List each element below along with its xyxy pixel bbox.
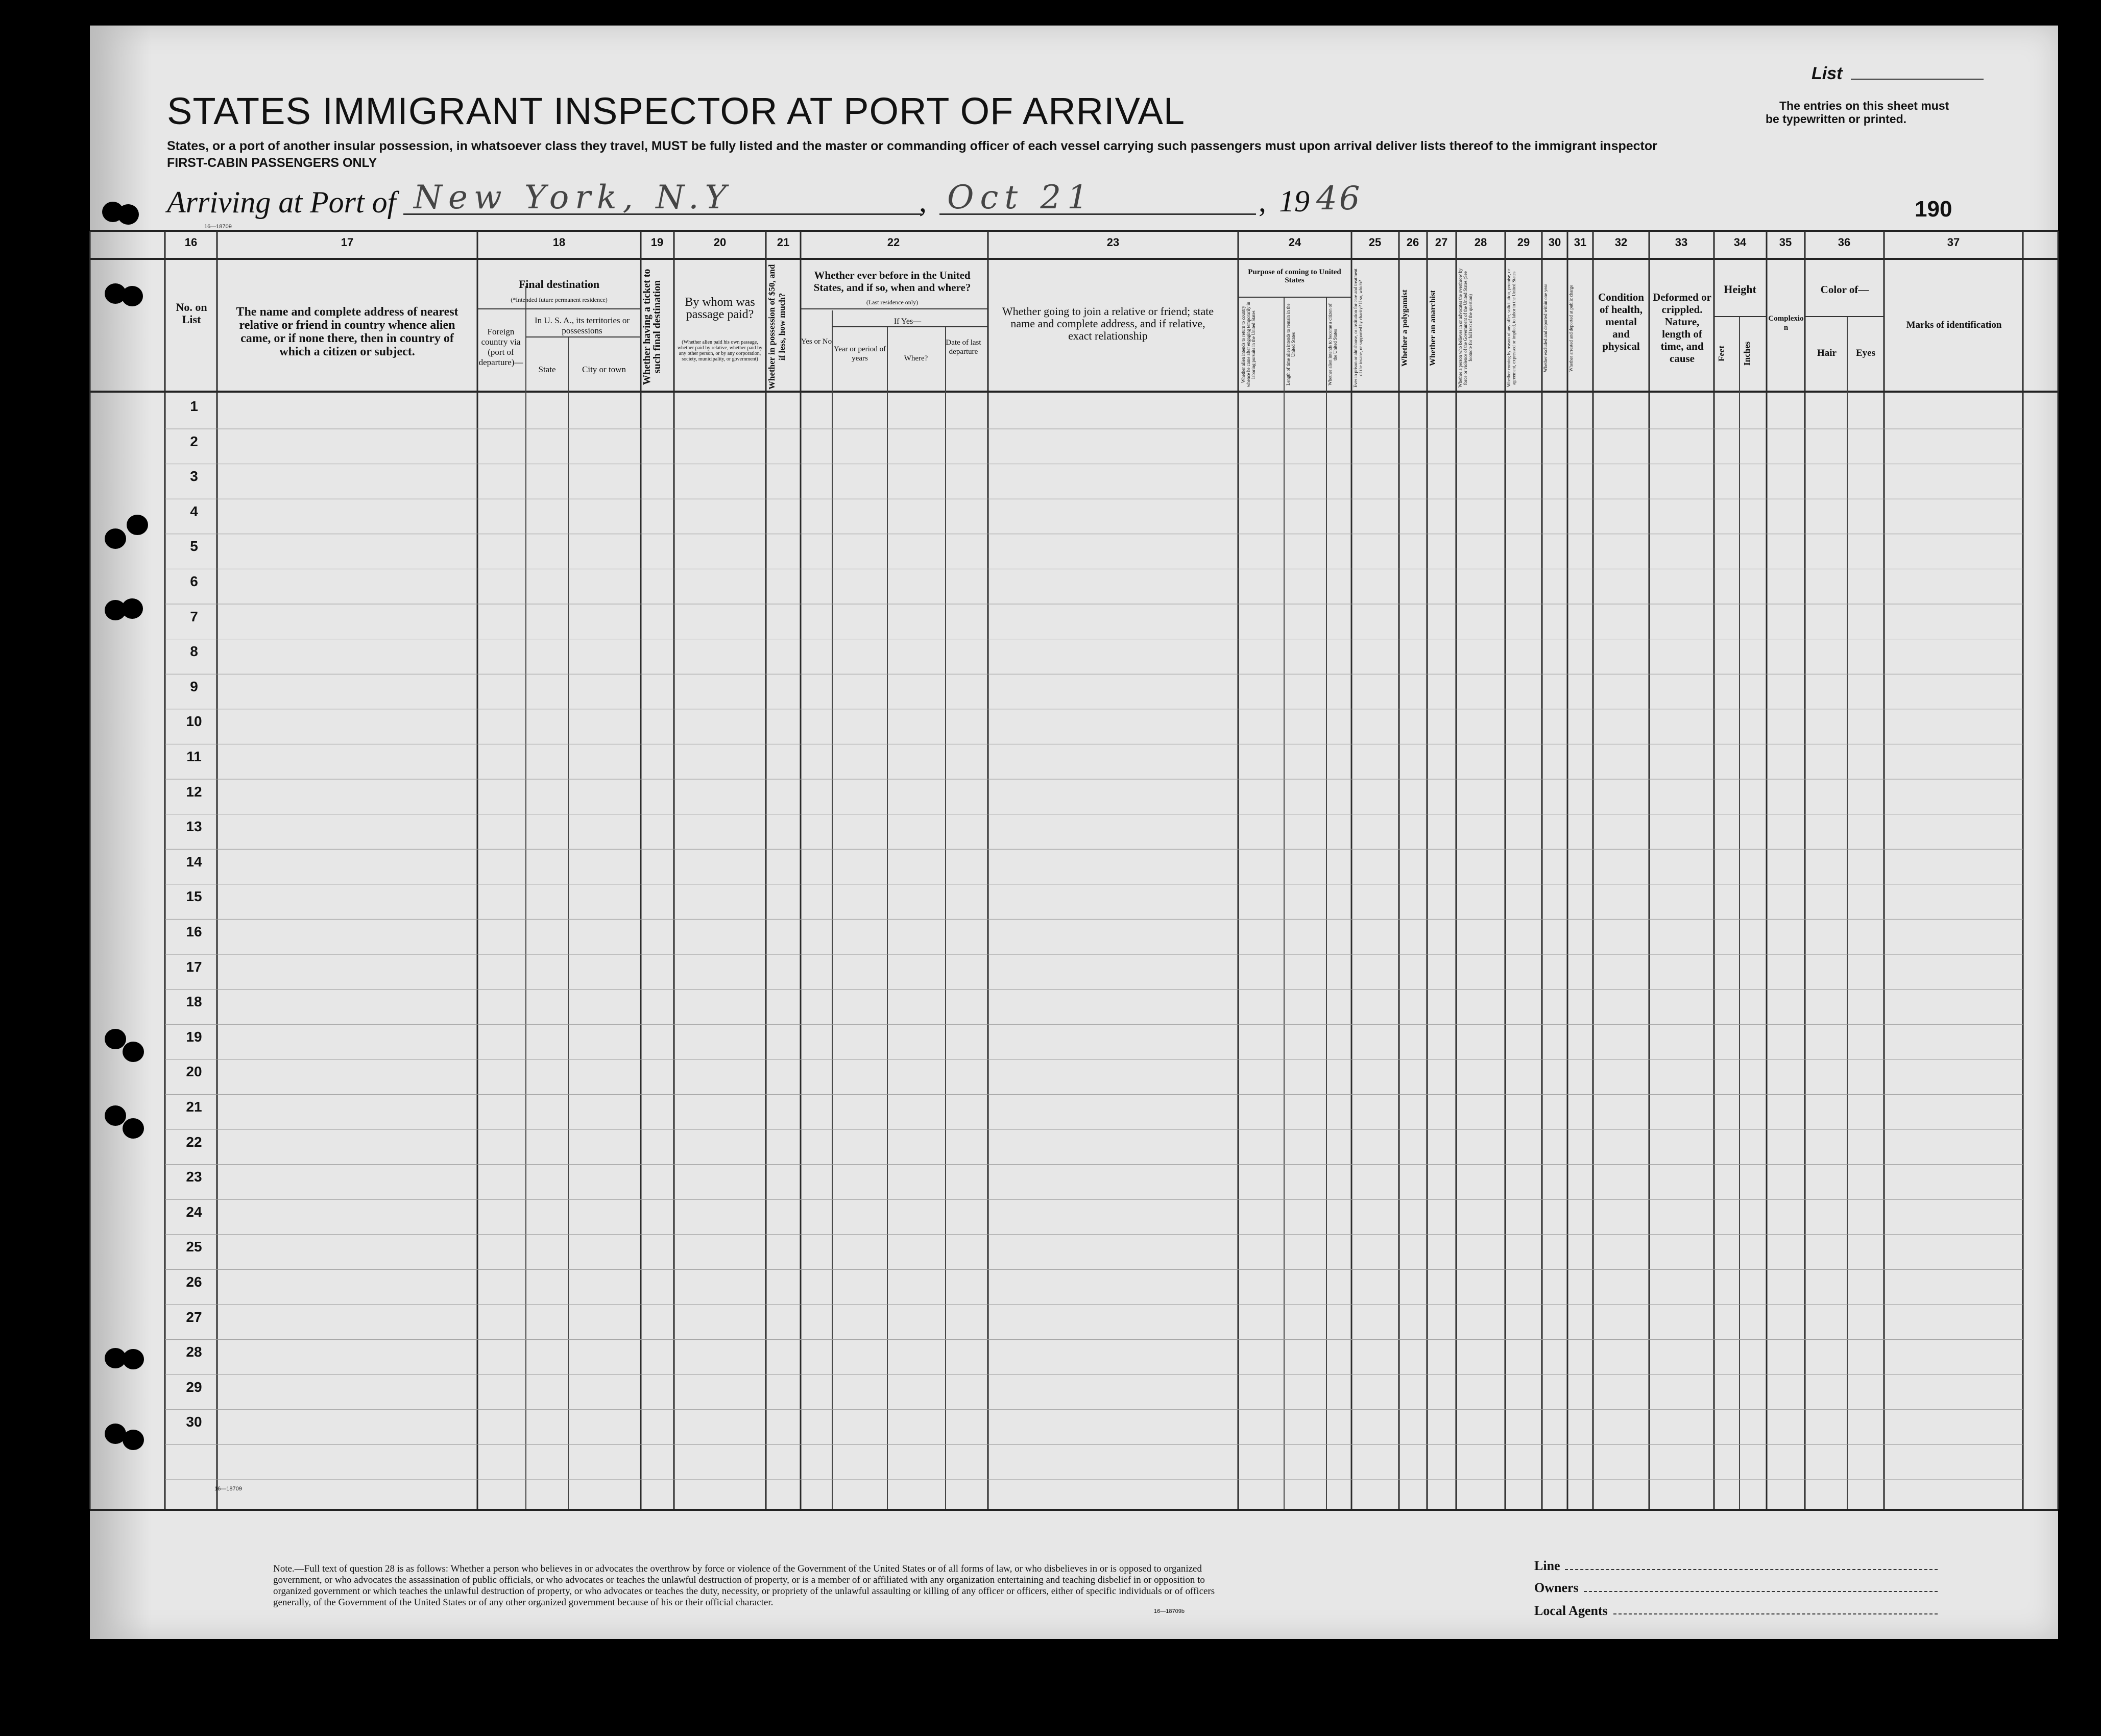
row-number: 18 bbox=[186, 994, 202, 1010]
punch-hole bbox=[105, 1105, 126, 1126]
col34-inches: Inches bbox=[1742, 341, 1752, 366]
column-number: 18 bbox=[552, 236, 566, 249]
row-number: 12 bbox=[186, 783, 202, 800]
column-number: 34 bbox=[1733, 236, 1747, 249]
column-number: 36 bbox=[1838, 236, 1851, 249]
col35-header: Complexion bbox=[1768, 315, 1804, 332]
date-handwritten: Oct 21 bbox=[947, 179, 1094, 216]
col18-foreign: Foreign country via (port of departure)— bbox=[478, 327, 523, 367]
column-number: 25 bbox=[1368, 236, 1382, 249]
typewritten-note-2: be typewritten or printed. bbox=[1766, 112, 1907, 126]
footnote-code: 16—18709b bbox=[1154, 1608, 1185, 1614]
comma-2: , bbox=[1259, 184, 1266, 218]
row-number: 25 bbox=[186, 1239, 202, 1255]
row-number: 2 bbox=[190, 433, 198, 449]
agents-label: Local Agents bbox=[1534, 1603, 1608, 1618]
column-number: 32 bbox=[1614, 236, 1628, 249]
column-number: 35 bbox=[1779, 236, 1792, 249]
col36-eyes: Eyes bbox=[1856, 348, 1875, 358]
owners-field[interactable] bbox=[1584, 1591, 1938, 1592]
row-number: 22 bbox=[186, 1134, 202, 1150]
sheet-number: 190 bbox=[1915, 197, 1952, 222]
col22-yesno: Yes or No bbox=[801, 337, 832, 346]
col37-header: Marks of identification bbox=[1906, 320, 2002, 330]
row-number: 14 bbox=[186, 853, 202, 870]
instruction-text: States, or a port of another insular possession, in whatsoever class they travel, MUST be fully listed and the master or commanding officer of each vessel carrying such passengers must upon arrival deliver lists thereof to the immigrant inspector bbox=[167, 139, 1657, 153]
col34-title: Height bbox=[1724, 283, 1756, 296]
row-number: 27 bbox=[186, 1309, 202, 1325]
col36-hair: Hair bbox=[1817, 348, 1837, 358]
column-number: 23 bbox=[1106, 236, 1120, 249]
column-number: 21 bbox=[777, 236, 790, 249]
col18-usa: In U. S. A., its territories or possessions bbox=[534, 316, 630, 335]
col18-title: Final destination bbox=[518, 278, 600, 291]
comma-1: , bbox=[919, 184, 927, 218]
column-number: 24 bbox=[1288, 236, 1301, 249]
row-number: 11 bbox=[186, 749, 202, 764]
row-number: 23 bbox=[186, 1169, 202, 1185]
punch-hole bbox=[123, 1118, 144, 1139]
col19-header: Whether having a ticket to such final destination bbox=[641, 269, 663, 385]
punch-hole bbox=[122, 598, 143, 619]
row-number: 8 bbox=[190, 643, 198, 660]
col22-date: Date of last departure bbox=[946, 339, 981, 356]
form-code-top: 16—18709 bbox=[204, 224, 232, 230]
row-number: 21 bbox=[186, 1099, 202, 1115]
page-title: STATES IMMIGRANT INSPECTOR AT PORT OF ARRIVAL bbox=[167, 90, 1186, 132]
col22-year: Year or period of years bbox=[833, 345, 886, 363]
col24-title: Purpose of coming to United States bbox=[1248, 268, 1341, 284]
line-field[interactable] bbox=[1565, 1569, 1938, 1570]
col18-city: City or town bbox=[582, 365, 626, 374]
class-line: FIRST-CABIN PASSENGERS ONLY bbox=[167, 156, 377, 170]
punch-hole bbox=[127, 515, 148, 535]
col28-header: Whether a person who believes in or advocates the overthrow by force or violence of the Government of the United States (See footnote for full text of the question) bbox=[1458, 268, 1473, 388]
column-number: 19 bbox=[650, 236, 664, 249]
row-number: 4 bbox=[190, 503, 198, 519]
column-number: 28 bbox=[1474, 236, 1487, 249]
arriving-label: Arriving at Port of bbox=[167, 185, 396, 219]
punch-hole bbox=[117, 204, 139, 225]
row-number: 1 bbox=[190, 398, 198, 414]
typewritten-note-1: The entries on this sheet must bbox=[1779, 99, 1949, 112]
punch-hole bbox=[123, 1349, 144, 1369]
column-number: 33 bbox=[1675, 236, 1688, 249]
punch-hole bbox=[123, 1430, 144, 1450]
row-number: 19 bbox=[186, 1028, 202, 1045]
column-number: 26 bbox=[1406, 236, 1419, 249]
year-handwritten: 46 bbox=[1316, 180, 1362, 218]
row-number: 3 bbox=[190, 468, 198, 485]
col24-a: Whether alien intends to return to country whence he came after engaging temporarily in laboring pursuits in the United States bbox=[1241, 302, 1256, 388]
col32-header: Condition of health, mental and physical bbox=[1598, 291, 1644, 352]
port-handwritten: New York, N.Y bbox=[414, 179, 733, 216]
col26-header: Whether a polygamist bbox=[1400, 290, 1409, 367]
row-number: 7 bbox=[190, 608, 198, 624]
punch-hole bbox=[122, 286, 143, 306]
col27-header: Whether an anarchist bbox=[1429, 290, 1437, 366]
list-label: List bbox=[1812, 64, 1843, 83]
row-number: 30 bbox=[186, 1414, 202, 1430]
column-number: 22 bbox=[887, 236, 900, 249]
column-number: 37 bbox=[1947, 236, 1960, 249]
col22-ifyes: If Yes— bbox=[893, 317, 922, 326]
agents-field[interactable] bbox=[1613, 1613, 1938, 1614]
col18-sub: (*Intended future permanent residence) bbox=[511, 296, 608, 303]
owners-label: Owners bbox=[1534, 1580, 1579, 1595]
row-number: 20 bbox=[186, 1064, 202, 1080]
col25-header: Ever in prison or almshouse, or institution for care and treatment of the insane, or supported by charity? If so, which? bbox=[1353, 268, 1363, 388]
row-number: 17 bbox=[186, 958, 202, 975]
row-number: 13 bbox=[186, 818, 202, 835]
col22-where: Where? bbox=[904, 354, 928, 363]
row-number: 24 bbox=[186, 1203, 202, 1220]
footnote: Note.—Full text of question 28 is as follows: Whether a person who believes in or advocates the overthrow by force or violence of the Government of the United States or of all forms of law, or who disbelieves in or is opposed to organized government, or who advocates the assassination of public officials, or who advocates or teaches the unlawful destruction of property, or is a member of or affiliated with any organization entertaining and teaching disbelief in or opposition to organized government or which teaches the unlawful destruction of property, or who advocates or teaches the duty, necessity, or propriety of the unlawful assaulting or killing of any officer or officers, either of specific individuals or of officers generally, of the Government of the United States or of any other organized government because of his or their official character. bbox=[273, 1563, 1215, 1608]
col21-header: Whether in possession of $50, and if less, how much? bbox=[767, 264, 787, 390]
col20-title: By whom was passage paid? bbox=[685, 296, 755, 321]
col31-header: Whether arrested and deported at public charge bbox=[1568, 284, 1574, 372]
row-number: 16 bbox=[186, 924, 202, 939]
col18-state: State bbox=[538, 365, 556, 374]
row-number: 6 bbox=[190, 573, 198, 589]
year-prefix: 19 bbox=[1279, 184, 1310, 218]
row-number: 10 bbox=[186, 713, 202, 730]
form-code-bottom: 16—18709 bbox=[214, 1486, 242, 1492]
line-label: Line bbox=[1534, 1558, 1560, 1573]
row-number: 29 bbox=[186, 1379, 202, 1395]
column-number: 30 bbox=[1548, 236, 1561, 249]
col29-header: Whether coming by reason of any offer, solicitation, promise, or agreement, expressed or implied, to labor in the United States bbox=[1506, 269, 1516, 388]
col24-b: Length of time alien intends to remain in the United States bbox=[1286, 303, 1296, 386]
col30-header: Whether excluded and deported within one year bbox=[1543, 284, 1548, 372]
row-number: 26 bbox=[186, 1274, 202, 1290]
col23-header: Whether going to join a relative or friend; state name and complete address, and if relative, exact relationship bbox=[1002, 305, 1214, 342]
punch-hole bbox=[105, 1029, 126, 1049]
row-number: 28 bbox=[186, 1344, 202, 1360]
col33-header: Deformed or crippled. Nature, length of time, and cause bbox=[1653, 291, 1711, 365]
column-number: 31 bbox=[1574, 236, 1587, 249]
column-number: 16 bbox=[184, 236, 198, 249]
row-number: 15 bbox=[186, 888, 202, 905]
punch-hole bbox=[105, 528, 126, 549]
col16-header: No. on List bbox=[176, 301, 207, 326]
column-number: 27 bbox=[1435, 236, 1448, 249]
row-number: 5 bbox=[190, 538, 198, 554]
col34-feet: Feet bbox=[1717, 345, 1726, 362]
column-number: 17 bbox=[341, 236, 354, 249]
punch-hole bbox=[123, 1042, 144, 1062]
row-number: 9 bbox=[190, 678, 198, 694]
column-number: 29 bbox=[1517, 236, 1530, 249]
col17-header: The name and complete address of nearest relative or friend in country whence alien came, or if none there, then in country of which a citizen or subject. bbox=[236, 305, 458, 358]
col22-sub: (Last residence only) bbox=[866, 299, 919, 306]
col22-title: Whether ever before in the United States, and if so, when and where? bbox=[813, 269, 971, 294]
col20-sub: (Whether alien paid his own passage, whether paid by relative, whether paid by any other person, or by any corporation, society, municipality, or government) bbox=[677, 340, 763, 362]
col24-c: Whether alien intends to become a citizen of the United States bbox=[1327, 303, 1338, 386]
column-number: 20 bbox=[713, 236, 727, 249]
col36-title: Color of— bbox=[1820, 283, 1869, 296]
